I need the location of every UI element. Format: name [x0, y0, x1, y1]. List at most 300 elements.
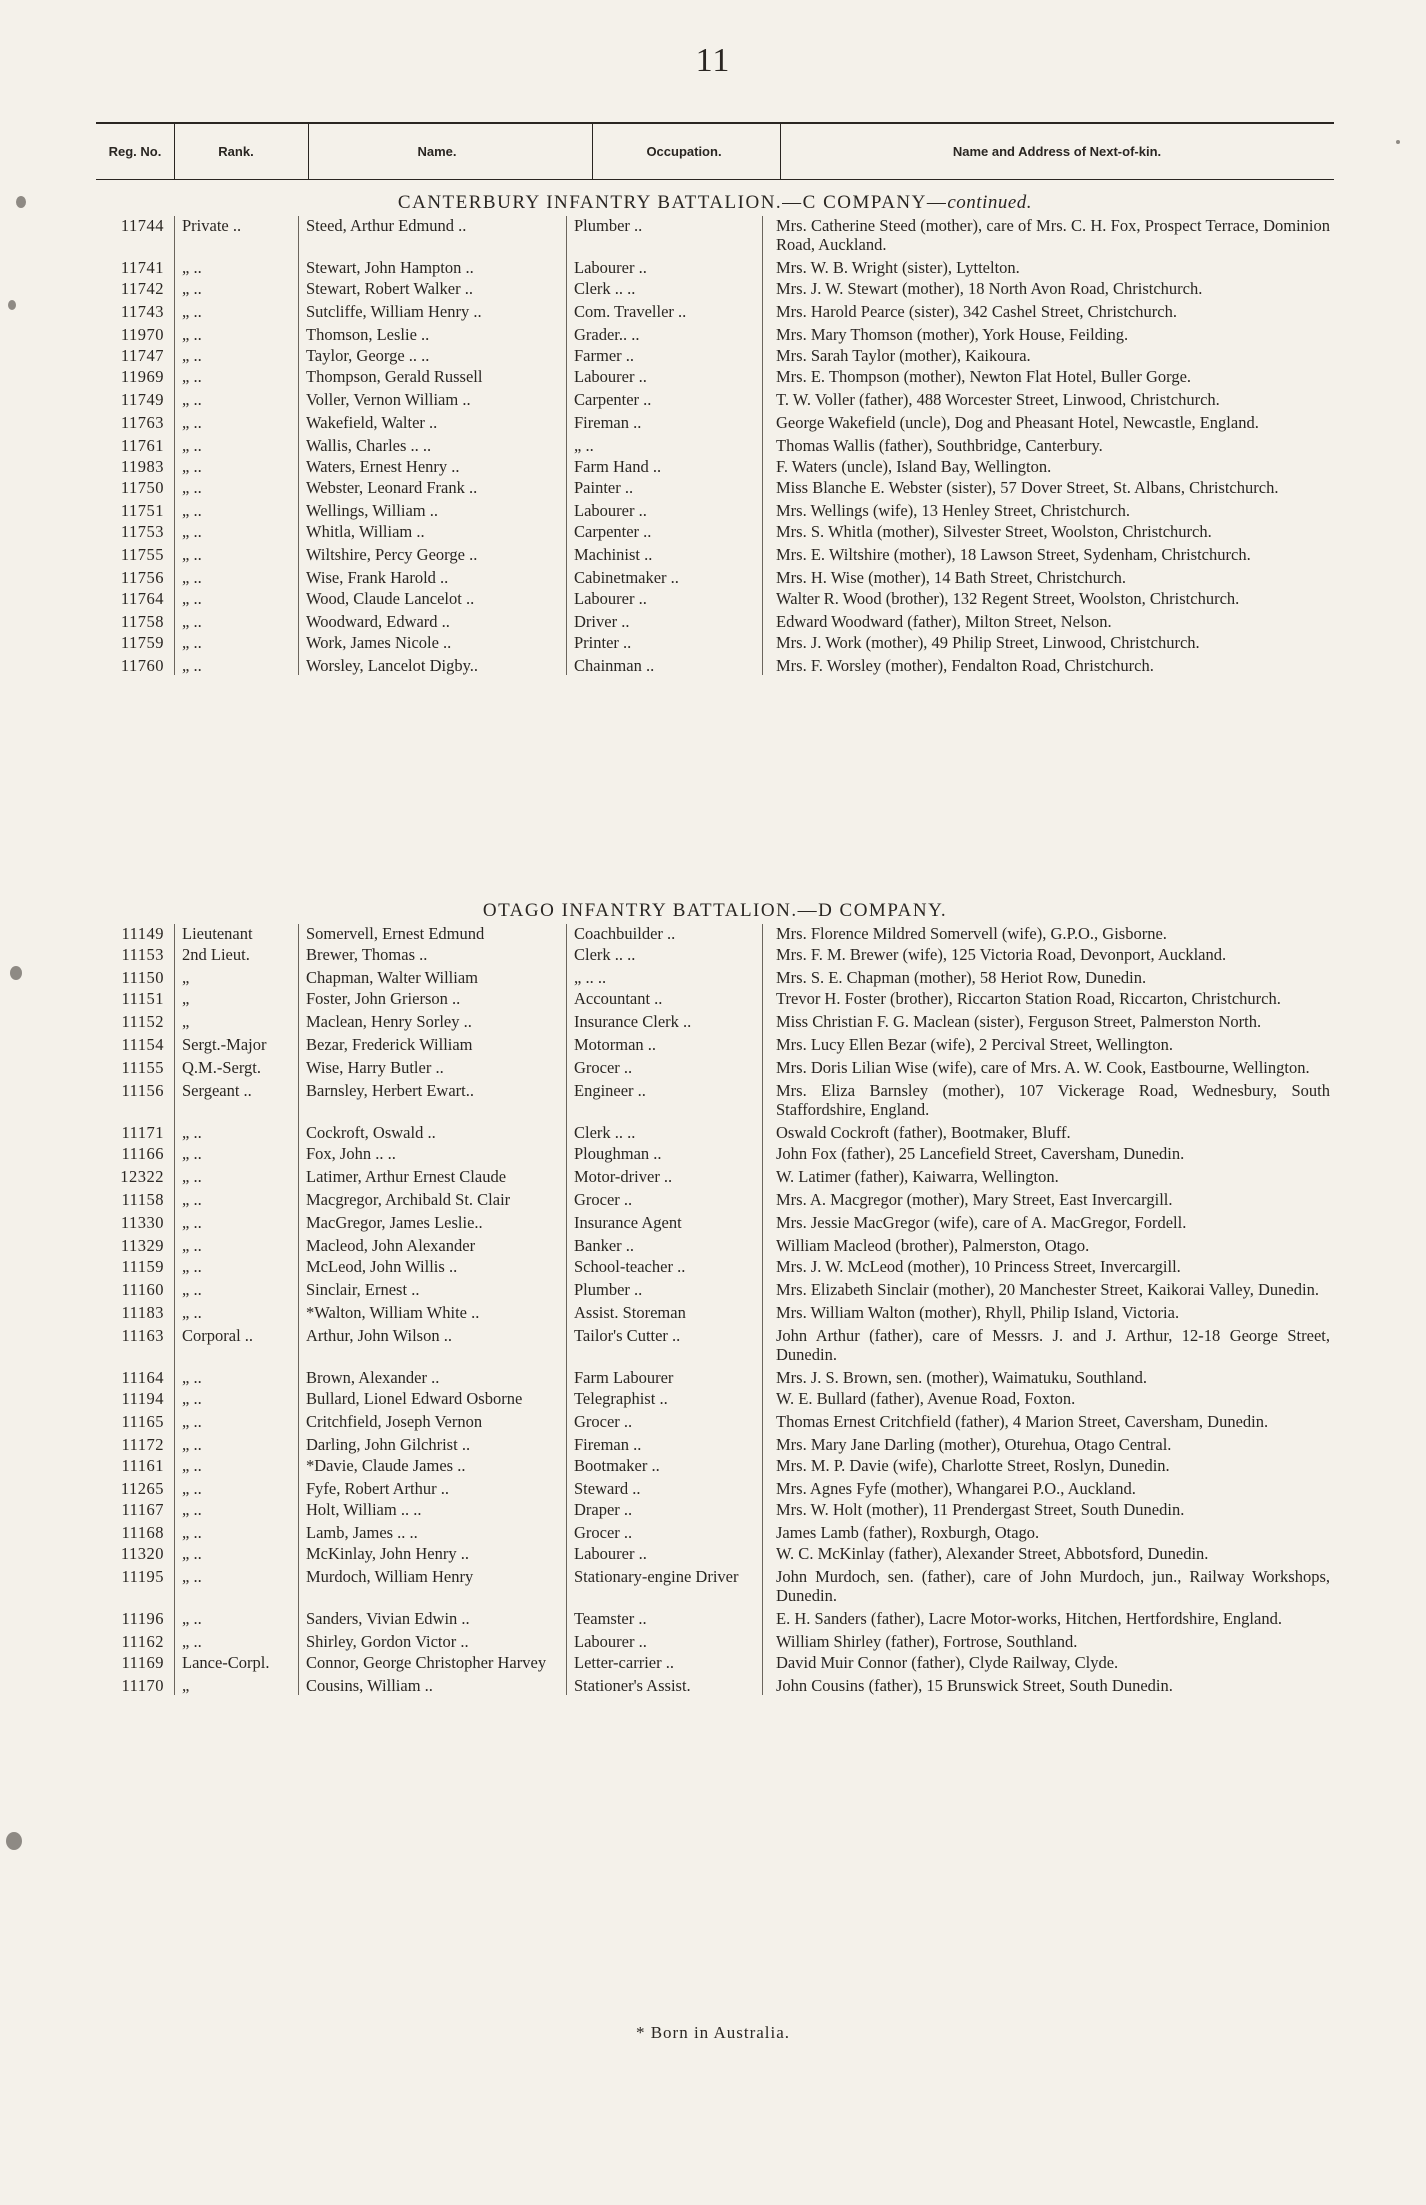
- next-of-kin-cell: Mrs. M. P. Davie (wife), Charlotte Street, Roslyn, Dunedin.: [776, 1456, 1170, 1475]
- reg-no-cell: 11160: [121, 1280, 164, 1299]
- name-cell: Taylor, George .. ..: [306, 346, 430, 365]
- name-cell: Cockroft, Oswald ..: [306, 1123, 436, 1142]
- table-row: [96, 1213, 1334, 1232]
- next-of-kin-cell: Thomas Wallis (father), Southbridge, Canterbury.: [776, 436, 1103, 455]
- occupation-cell: Plumber ..: [574, 216, 643, 235]
- name-cell: Wiltshire, Percy George ..: [306, 545, 478, 564]
- next-of-kin-cell: Mrs. W. B. Wright (sister), Lyttelton.: [776, 258, 1020, 277]
- reg-no-cell: 11751: [120, 501, 164, 520]
- reg-no-cell: 11162: [121, 1632, 164, 1651]
- table-row: [96, 1412, 1334, 1431]
- occupation-cell: „ ..: [574, 436, 594, 455]
- reg-no-cell: 11165: [121, 1412, 164, 1431]
- next-of-kin-cell: W. E. Bullard (father), Avenue Road, Foxton.: [776, 1389, 1076, 1408]
- reg-no-cell: 11168: [121, 1523, 164, 1542]
- rank-cell: „: [182, 1012, 190, 1031]
- table-row: [96, 1479, 1334, 1498]
- table-row: [96, 1676, 1334, 1695]
- occupation-cell: Chainman ..: [574, 656, 655, 675]
- name-cell: McLeod, John Willis ..: [306, 1257, 458, 1276]
- name-cell: Webster, Leonard Frank ..: [306, 478, 478, 497]
- name-cell: Macleod, John Alexander: [306, 1236, 476, 1255]
- reg-no-cell: 11150: [121, 968, 164, 987]
- reg-no-cell: 11163: [121, 1326, 164, 1345]
- name-cell: Sanders, Vivian Edwin ..: [306, 1609, 470, 1628]
- rank-cell: „ ..: [182, 589, 202, 608]
- occupation-cell: Labourer ..: [574, 1632, 647, 1651]
- next-of-kin-cell: W. Latimer (father), Kaiwarra, Wellington.: [776, 1167, 1059, 1186]
- reg-no-cell: 11156: [121, 1081, 164, 1100]
- name-cell: Worsley, Lancelot Digby..: [306, 656, 479, 675]
- scan-speck: [1396, 140, 1400, 144]
- name-cell: Macgregor, Archibald St. Clair: [306, 1190, 511, 1209]
- rank-cell: „ ..: [182, 302, 202, 321]
- reg-no-cell: 12322: [120, 1167, 164, 1186]
- reg-no-cell: 11320: [120, 1544, 164, 1563]
- table-row: [96, 501, 1334, 520]
- occupation-cell: Accountant ..: [574, 989, 663, 1008]
- reg-no-cell: 11750: [120, 478, 164, 497]
- occupation-cell: Bootmaker ..: [574, 1456, 660, 1475]
- name-cell: Foster, John Grierson ..: [306, 989, 461, 1008]
- rank-cell: Lance-Corpl.: [182, 1653, 270, 1672]
- occupation-cell: Ploughman ..: [574, 1144, 662, 1163]
- next-of-kin-cell: Mrs. E. Wiltshire (mother), 18 Lawson Street, Sydenham, Christchurch.: [776, 545, 1251, 564]
- next-of-kin-cell: Mrs. F. Worsley (mother), Fendalton Road, Christchurch.: [776, 656, 1154, 675]
- next-of-kin-cell: Mrs. S. Whitla (mother), Silvester Street, Woolston, Christchurch.: [776, 522, 1212, 541]
- name-cell: Wise, Frank Harold ..: [306, 568, 449, 587]
- occupation-cell: Letter-carrier ..: [574, 1653, 674, 1672]
- name-cell: Thompson, Gerald Russell: [306, 367, 483, 386]
- occupation-cell: Teamster ..: [574, 1609, 647, 1628]
- reg-no-cell: 11169: [121, 1653, 164, 1672]
- occupation-cell: Stationer's Assist.: [574, 1676, 691, 1695]
- roll-table: [96, 216, 1334, 675]
- rank-cell: „: [182, 1676, 190, 1695]
- table-row: [96, 1567, 1334, 1605]
- table-row: [96, 1632, 1334, 1651]
- rank-cell: Sergt.-Major: [182, 1035, 267, 1054]
- occupation-cell: Labourer ..: [574, 501, 647, 520]
- table-row: [96, 522, 1334, 541]
- reg-no-cell: 11166: [121, 1144, 164, 1163]
- occupation-cell: Machinist ..: [574, 545, 653, 564]
- name-cell: *Walton, William White ..: [306, 1303, 480, 1322]
- reg-no-cell: 11742: [120, 279, 164, 298]
- rank-cell: „ ..: [182, 346, 202, 365]
- occupation-cell: Labourer ..: [574, 589, 647, 608]
- occupation-cell: Draper ..: [574, 1500, 633, 1519]
- reg-no-cell: 11329: [120, 1236, 164, 1255]
- name-cell: Wise, Harry Butler ..: [306, 1058, 444, 1077]
- rank-cell: Private ..: [182, 216, 242, 235]
- next-of-kin-cell: Mrs. J. W. McLeod (mother), 10 Princess Street, Invercargill.: [776, 1257, 1181, 1276]
- rank-cell: „ ..: [182, 1368, 202, 1387]
- table-row: [96, 1280, 1334, 1299]
- occupation-cell: Farmer ..: [574, 346, 635, 365]
- table-row: [96, 390, 1334, 409]
- table-row: [96, 656, 1334, 675]
- scan-speck: [8, 300, 16, 310]
- section-canterbury-c-company: [96, 190, 1334, 677]
- next-of-kin-cell: Miss Blanche E. Webster (sister), 57 Dover Street, St. Albans, Christchurch.: [776, 478, 1279, 497]
- rank-cell: „ ..: [182, 279, 202, 298]
- name-cell: Brown, Alexander ..: [306, 1368, 440, 1387]
- table-row: [96, 1058, 1334, 1077]
- name-cell: Sutcliffe, William Henry ..: [306, 302, 482, 321]
- reg-no-cell: 11969: [120, 367, 164, 386]
- next-of-kin-cell: Oswald Cockroft (father), Bootmaker, Bluff.: [776, 1123, 1071, 1142]
- table-row: [96, 633, 1334, 652]
- reg-no-cell: 11194: [121, 1389, 164, 1408]
- rank-cell: „: [182, 968, 190, 987]
- name-cell: MacGregor, James Leslie..: [306, 1213, 483, 1232]
- reg-no-cell: 11744: [120, 216, 164, 235]
- rank-cell: „ ..: [182, 1236, 202, 1255]
- reg-no-cell: 11970: [120, 325, 164, 344]
- occupation-cell: Fireman ..: [574, 413, 642, 432]
- rank-cell: Lieutenant: [182, 924, 253, 943]
- table-row: [96, 968, 1334, 987]
- next-of-kin-cell: Mrs. W. Holt (mother), 11 Prendergast Street, South Dunedin.: [776, 1500, 1185, 1519]
- reg-no-cell: 11196: [121, 1609, 164, 1628]
- occupation-cell: Cabinetmaker ..: [574, 568, 679, 587]
- next-of-kin-cell: Mrs. Lucy Ellen Bezar (wife), 2 Percival Street, Wellington.: [776, 1035, 1173, 1054]
- column-rule: [566, 924, 567, 1695]
- next-of-kin-cell: Trevor H. Foster (brother), Riccarton Station Road, Riccarton, Christchurch.: [776, 989, 1281, 1008]
- rank-cell: „ ..: [182, 656, 202, 675]
- next-of-kin-cell: T. W. Voller (father), 488 Worcester Street, Linwood, Christchurch.: [776, 390, 1220, 409]
- occupation-cell: Engineer ..: [574, 1081, 646, 1100]
- next-of-kin-cell: Mrs. Mary Jane Darling (mother), Oturehua, Otago Central.: [776, 1435, 1172, 1454]
- table-row: [96, 568, 1334, 587]
- next-of-kin-cell: William Macleod (brother), Palmerston, Otago.: [776, 1236, 1090, 1255]
- table-row: [96, 989, 1334, 1008]
- table-row: [96, 1236, 1334, 1255]
- reg-no-cell: 11983: [120, 457, 164, 476]
- name-cell: Thomson, Leslie ..: [306, 325, 430, 344]
- rank-cell: 2nd Lieut.: [182, 945, 250, 964]
- reg-no-cell: 11155: [121, 1058, 164, 1077]
- rank-cell: „ ..: [182, 367, 202, 386]
- occupation-cell: Insurance Clerk ..: [574, 1012, 692, 1031]
- next-of-kin-cell: Walter R. Wood (brother), 132 Regent Street, Woolston, Christchurch.: [776, 589, 1240, 608]
- reg-no-cell: 11171: [121, 1123, 164, 1142]
- occupation-cell: Driver ..: [574, 612, 630, 631]
- occupation-cell: Banker ..: [574, 1236, 635, 1255]
- column-rule: [298, 924, 299, 1695]
- next-of-kin-cell: John Murdoch, sen. (father), care of John Murdoch, jun., Railway Workshops, Dunedin.: [776, 1567, 1330, 1605]
- table-row: [96, 612, 1334, 631]
- next-of-kin-cell: George Wakefield (uncle), Dog and Pheasant Hotel, Newcastle, England.: [776, 413, 1259, 432]
- occupation-cell: Com. Traveller ..: [574, 302, 687, 321]
- reg-no-cell: 11749: [120, 390, 164, 409]
- rank-cell: „ ..: [182, 1567, 202, 1586]
- name-cell: Shirley, Gordon Victor ..: [306, 1632, 469, 1651]
- reg-no-cell: 11195: [121, 1567, 164, 1586]
- occupation-cell: Telegraphist ..: [574, 1389, 668, 1408]
- occupation-cell: Clerk .. ..: [574, 279, 636, 298]
- occupation-cell: Labourer ..: [574, 1544, 647, 1563]
- name-cell: Wood, Claude Lancelot ..: [306, 589, 475, 608]
- table-row: [96, 302, 1334, 321]
- name-cell: Latimer, Arthur Ernest Claude: [306, 1167, 507, 1186]
- name-cell: Bullard, Lionel Edward Osborne: [306, 1389, 523, 1408]
- header-next-of-kin: Name and Address of Next-of-kin.: [952, 144, 1162, 159]
- next-of-kin-cell: Mrs. Mary Thomson (mother), York House, Feilding.: [776, 325, 1129, 344]
- name-cell: Bezar, Frederick William: [306, 1035, 473, 1054]
- occupation-cell: Grocer ..: [574, 1058, 633, 1077]
- next-of-kin-cell: David Muir Connor (father), Clyde Railway, Clyde.: [776, 1653, 1119, 1672]
- occupation-cell: Assist. Storeman: [574, 1303, 686, 1322]
- next-of-kin-cell: John Arthur (father), care of Messrs. J. and J. Arthur, 12-18 George Street, Dunedin.: [776, 1326, 1330, 1364]
- section-title: CANTERBURY INFANTRY BATTALION.—C COMPANY—continued.: [397, 192, 1033, 213]
- name-cell: Stewart, Robert Walker ..: [306, 279, 473, 298]
- next-of-kin-cell: Mrs. H. Wise (mother), 14 Bath Street, Christchurch.: [776, 568, 1127, 587]
- reg-no-cell: 11149: [121, 924, 164, 943]
- table-row: [96, 589, 1334, 608]
- occupation-cell: Motorman ..: [574, 1035, 657, 1054]
- reg-no-cell: 11763: [120, 413, 164, 432]
- occupation-cell: Tailor's Cutter ..: [574, 1326, 681, 1345]
- rank-cell: „ ..: [182, 568, 202, 587]
- header-reg-no: Reg. No.: [108, 144, 162, 159]
- rank-cell: „: [182, 989, 190, 1008]
- occupation-cell: Fireman ..: [574, 1435, 642, 1454]
- next-of-kin-cell: Mrs. F. M. Brewer (wife), 125 Victoria Road, Devonport, Auckland.: [776, 945, 1227, 964]
- next-of-kin-cell: Mrs. William Walton (mother), Rhyll, Philip Island, Victoria.: [776, 1303, 1180, 1322]
- table-row: [96, 1081, 1334, 1119]
- reg-no-cell: 11747: [120, 346, 164, 365]
- rank-cell: „ ..: [182, 413, 202, 432]
- occupation-cell: Carpenter ..: [574, 390, 652, 409]
- reg-no-cell: 11759: [120, 633, 164, 652]
- rank-cell: „ ..: [182, 1500, 202, 1519]
- reg-no-cell: 11158: [121, 1190, 164, 1209]
- rank-cell: „ ..: [182, 1523, 202, 1542]
- table-row: [96, 924, 1334, 943]
- footnote: * Born in Australia.: [635, 2023, 791, 2042]
- reg-no-cell: 11151: [121, 989, 164, 1008]
- next-of-kin-cell: Mrs. Harold Pearce (sister), 342 Cashel Street, Christchurch.: [776, 302, 1177, 321]
- table-row: [96, 478, 1334, 497]
- rank-cell: „ ..: [182, 545, 202, 564]
- table-row: [96, 436, 1334, 455]
- table-row: [96, 346, 1334, 365]
- table-row: [96, 1326, 1334, 1364]
- rank-cell: „ ..: [182, 1123, 202, 1142]
- table-row: [96, 1500, 1334, 1519]
- table-row: [96, 216, 1334, 254]
- reg-no-cell: 11154: [121, 1035, 164, 1054]
- next-of-kin-cell: Mrs. Elizabeth Sinclair (mother), 20 Manchester Street, Kaikorai Valley, Dunedin.: [776, 1280, 1319, 1299]
- reg-no-cell: 11753: [120, 522, 164, 541]
- table-row: [96, 1167, 1334, 1186]
- name-cell: Cousins, William ..: [306, 1676, 433, 1695]
- reg-no-cell: 11760: [120, 656, 164, 675]
- name-cell: Murdoch, William Henry: [306, 1567, 474, 1586]
- occupation-cell: Carpenter ..: [574, 522, 652, 541]
- rank-cell: „ ..: [182, 522, 202, 541]
- column-rule: [762, 924, 763, 1695]
- next-of-kin-cell: E. H. Sanders (father), Lacre Motor-works, Hitchen, Hertfordshire, England.: [776, 1609, 1282, 1628]
- table-row: [96, 1123, 1334, 1142]
- rank-cell: „ ..: [182, 258, 202, 277]
- column-rule: [566, 216, 567, 675]
- rank-cell: „ ..: [182, 1479, 202, 1498]
- rank-cell: „ ..: [182, 1303, 202, 1322]
- table-row: [96, 545, 1334, 564]
- name-cell: Wellings, William ..: [306, 501, 438, 520]
- next-of-kin-cell: Mrs. S. E. Chapman (mother), 58 Heriot Row, Dunedin.: [776, 968, 1147, 987]
- next-of-kin-cell: Miss Christian F. G. Maclean (sister), Ferguson Street, Palmerston North.: [776, 1012, 1262, 1031]
- reg-no-cell: 11167: [121, 1500, 164, 1519]
- name-cell: Connor, George Christopher Harvey: [306, 1653, 547, 1672]
- column-rule: [298, 216, 299, 675]
- rank-cell: Corporal ..: [182, 1326, 254, 1345]
- occupation-cell: Steward ..: [574, 1479, 641, 1498]
- name-cell: Waters, Ernest Henry ..: [306, 457, 460, 476]
- next-of-kin-cell: W. C. McKinlay (father), Alexander Street, Abbotsford, Dunedin.: [776, 1544, 1209, 1563]
- next-of-kin-cell: Mrs. Catherine Steed (mother), care of Mrs. C. H. Fox, Prospect Terrace, Dominion Road, Auckland.: [776, 216, 1330, 254]
- rank-cell: „ ..: [182, 1544, 202, 1563]
- name-cell: Whitla, William ..: [306, 522, 425, 541]
- rank-cell: „ ..: [182, 1412, 202, 1431]
- reg-no-cell: 11758: [120, 612, 164, 631]
- name-cell: Barnsley, Herbert Ewart..: [306, 1081, 474, 1100]
- page-number: 11: [695, 42, 731, 79]
- name-cell: *Davie, Claude James ..: [306, 1456, 466, 1475]
- next-of-kin-cell: Thomas Ernest Critchfield (father), 4 Marion Street, Caversham, Dunedin.: [776, 1412, 1269, 1431]
- name-cell: Wakefield, Walter ..: [306, 413, 438, 432]
- occupation-cell: Motor-driver ..: [574, 1167, 673, 1186]
- table-row: [96, 367, 1334, 386]
- rank-cell: „ ..: [182, 325, 202, 344]
- header-rank: Rank.: [218, 144, 254, 159]
- name-cell: Woodward, Edward ..: [306, 612, 450, 631]
- occupation-cell: Grader.. ..: [574, 325, 640, 344]
- occupation-cell: Farm Hand ..: [574, 457, 662, 476]
- reg-no-cell: 11755: [120, 545, 164, 564]
- name-cell: Holt, William .. ..: [306, 1500, 422, 1519]
- next-of-kin-cell: John Fox (father), 25 Lancefield Street, Caversham, Dunedin.: [776, 1144, 1185, 1163]
- table-row: [96, 325, 1334, 344]
- rank-cell: „ ..: [182, 390, 202, 409]
- table-row: [96, 457, 1334, 476]
- next-of-kin-cell: Edward Woodward (father), Milton Street, Nelson.: [776, 612, 1112, 631]
- reg-no-cell: 11164: [121, 1368, 164, 1387]
- rank-cell: „ ..: [182, 457, 202, 476]
- name-cell: Arthur, John Wilson ..: [306, 1326, 452, 1345]
- rank-cell: „ ..: [182, 1435, 202, 1454]
- occupation-cell: Stationary-engine Driver: [574, 1567, 739, 1586]
- name-cell: Voller, Vernon William ..: [306, 390, 471, 409]
- header-occupation: Occupation.: [646, 144, 722, 159]
- name-cell: McKinlay, John Henry ..: [306, 1544, 469, 1563]
- table-row: [96, 279, 1334, 298]
- next-of-kin-cell: Mrs. J. W. Stewart (mother), 18 North Avon Road, Christchurch.: [776, 279, 1203, 298]
- name-cell: Lamb, James .. ..: [306, 1523, 418, 1542]
- occupation-cell: School-teacher ..: [574, 1257, 686, 1276]
- occupation-cell: Painter ..: [574, 478, 634, 497]
- rank-cell: Sergeant ..: [182, 1081, 252, 1100]
- occupation-cell: Farm Labourer: [574, 1368, 674, 1387]
- name-cell: Wallis, Charles .. ..: [306, 436, 432, 455]
- reg-no-cell: 11756: [120, 568, 164, 587]
- table-row: [96, 1389, 1334, 1408]
- table-row: [96, 1257, 1334, 1276]
- name-cell: Critchfield, Joseph Vernon: [306, 1412, 483, 1431]
- next-of-kin-cell: Mrs. Sarah Taylor (mother), Kaikoura.: [776, 346, 1031, 365]
- table-row: [96, 1609, 1334, 1628]
- next-of-kin-cell: Mrs. Florence Mildred Somervell (wife), G.P.O., Gisborne.: [776, 924, 1167, 943]
- name-cell: Fyfe, Robert Arthur ..: [306, 1479, 449, 1498]
- rank-cell: „ ..: [182, 1389, 202, 1408]
- reg-no-cell: 11152: [121, 1012, 164, 1031]
- reg-no-cell: 11172: [121, 1435, 164, 1454]
- name-cell: Maclean, Henry Sorley ..: [306, 1012, 472, 1031]
- table-row: [96, 1303, 1334, 1322]
- name-cell: Stewart, John Hampton ..: [306, 258, 474, 277]
- reg-no-cell: 11153: [121, 945, 164, 964]
- next-of-kin-cell: James Lamb (father), Roxburgh, Otago.: [776, 1523, 1040, 1542]
- rank-cell: „ ..: [182, 1280, 202, 1299]
- table-row: [96, 1190, 1334, 1209]
- next-of-kin-cell: Mrs. J. S. Brown, sen. (mother), Waimatuku, Southland.: [776, 1368, 1147, 1387]
- table-row: [96, 258, 1334, 277]
- section-title: OTAGO INFANTRY BATTALION.—D COMPANY.: [482, 900, 948, 921]
- next-of-kin-cell: John Cousins (father), 15 Brunswick Street, South Dunedin.: [776, 1676, 1173, 1695]
- table-row: [96, 1012, 1334, 1031]
- occupation-cell: Grocer ..: [574, 1523, 633, 1542]
- rank-cell: „ ..: [182, 1144, 202, 1163]
- rank-cell: „ ..: [182, 501, 202, 520]
- reg-no-cell: 11159: [121, 1257, 164, 1276]
- reg-no-cell: 11741: [120, 258, 164, 277]
- rank-cell: „ ..: [182, 633, 202, 652]
- rank-cell: „ ..: [182, 1213, 202, 1232]
- occupation-cell: Insurance Agent: [574, 1213, 682, 1232]
- occupation-cell: Grocer ..: [574, 1190, 633, 1209]
- occupation-cell: „ .. ..: [574, 968, 607, 987]
- occupation-cell: Plumber ..: [574, 1280, 643, 1299]
- next-of-kin-cell: Mrs. Doris Lilian Wise (wife), care of Mrs. A. W. Cook, Eastbourne, Wellington.: [776, 1058, 1310, 1077]
- rank-cell: „ ..: [182, 1257, 202, 1276]
- table-row: [96, 1544, 1334, 1563]
- name-cell: Chapman, Walter William: [306, 968, 478, 987]
- reg-no-cell: 11183: [121, 1303, 164, 1322]
- rank-cell: „ ..: [182, 478, 202, 497]
- roll-table: [96, 924, 1334, 1695]
- scan-speck: [16, 196, 26, 208]
- rank-cell: „ ..: [182, 436, 202, 455]
- next-of-kin-cell: Mrs. E. Thompson (mother), Newton Flat Hotel, Buller Gorge.: [776, 367, 1192, 386]
- reg-no-cell: 11161: [121, 1456, 164, 1475]
- name-cell: Work, James Nicole ..: [306, 633, 452, 652]
- rank-cell: „ ..: [182, 1632, 202, 1651]
- occupation-cell: Clerk .. ..: [574, 945, 636, 964]
- table-row: [96, 1523, 1334, 1542]
- next-of-kin-cell: F. Waters (uncle), Island Bay, Wellington.: [776, 457, 1052, 476]
- table-row: [96, 1456, 1334, 1475]
- table-row: [96, 413, 1334, 432]
- rank-cell: Q.M.-Sergt.: [182, 1058, 261, 1077]
- name-cell: Sinclair, Ernest ..: [306, 1280, 420, 1299]
- reg-no-cell: 11761: [120, 436, 164, 455]
- rank-cell: „ ..: [182, 1609, 202, 1628]
- scan-speck: [6, 1832, 22, 1850]
- name-cell: Fox, John .. ..: [306, 1144, 396, 1163]
